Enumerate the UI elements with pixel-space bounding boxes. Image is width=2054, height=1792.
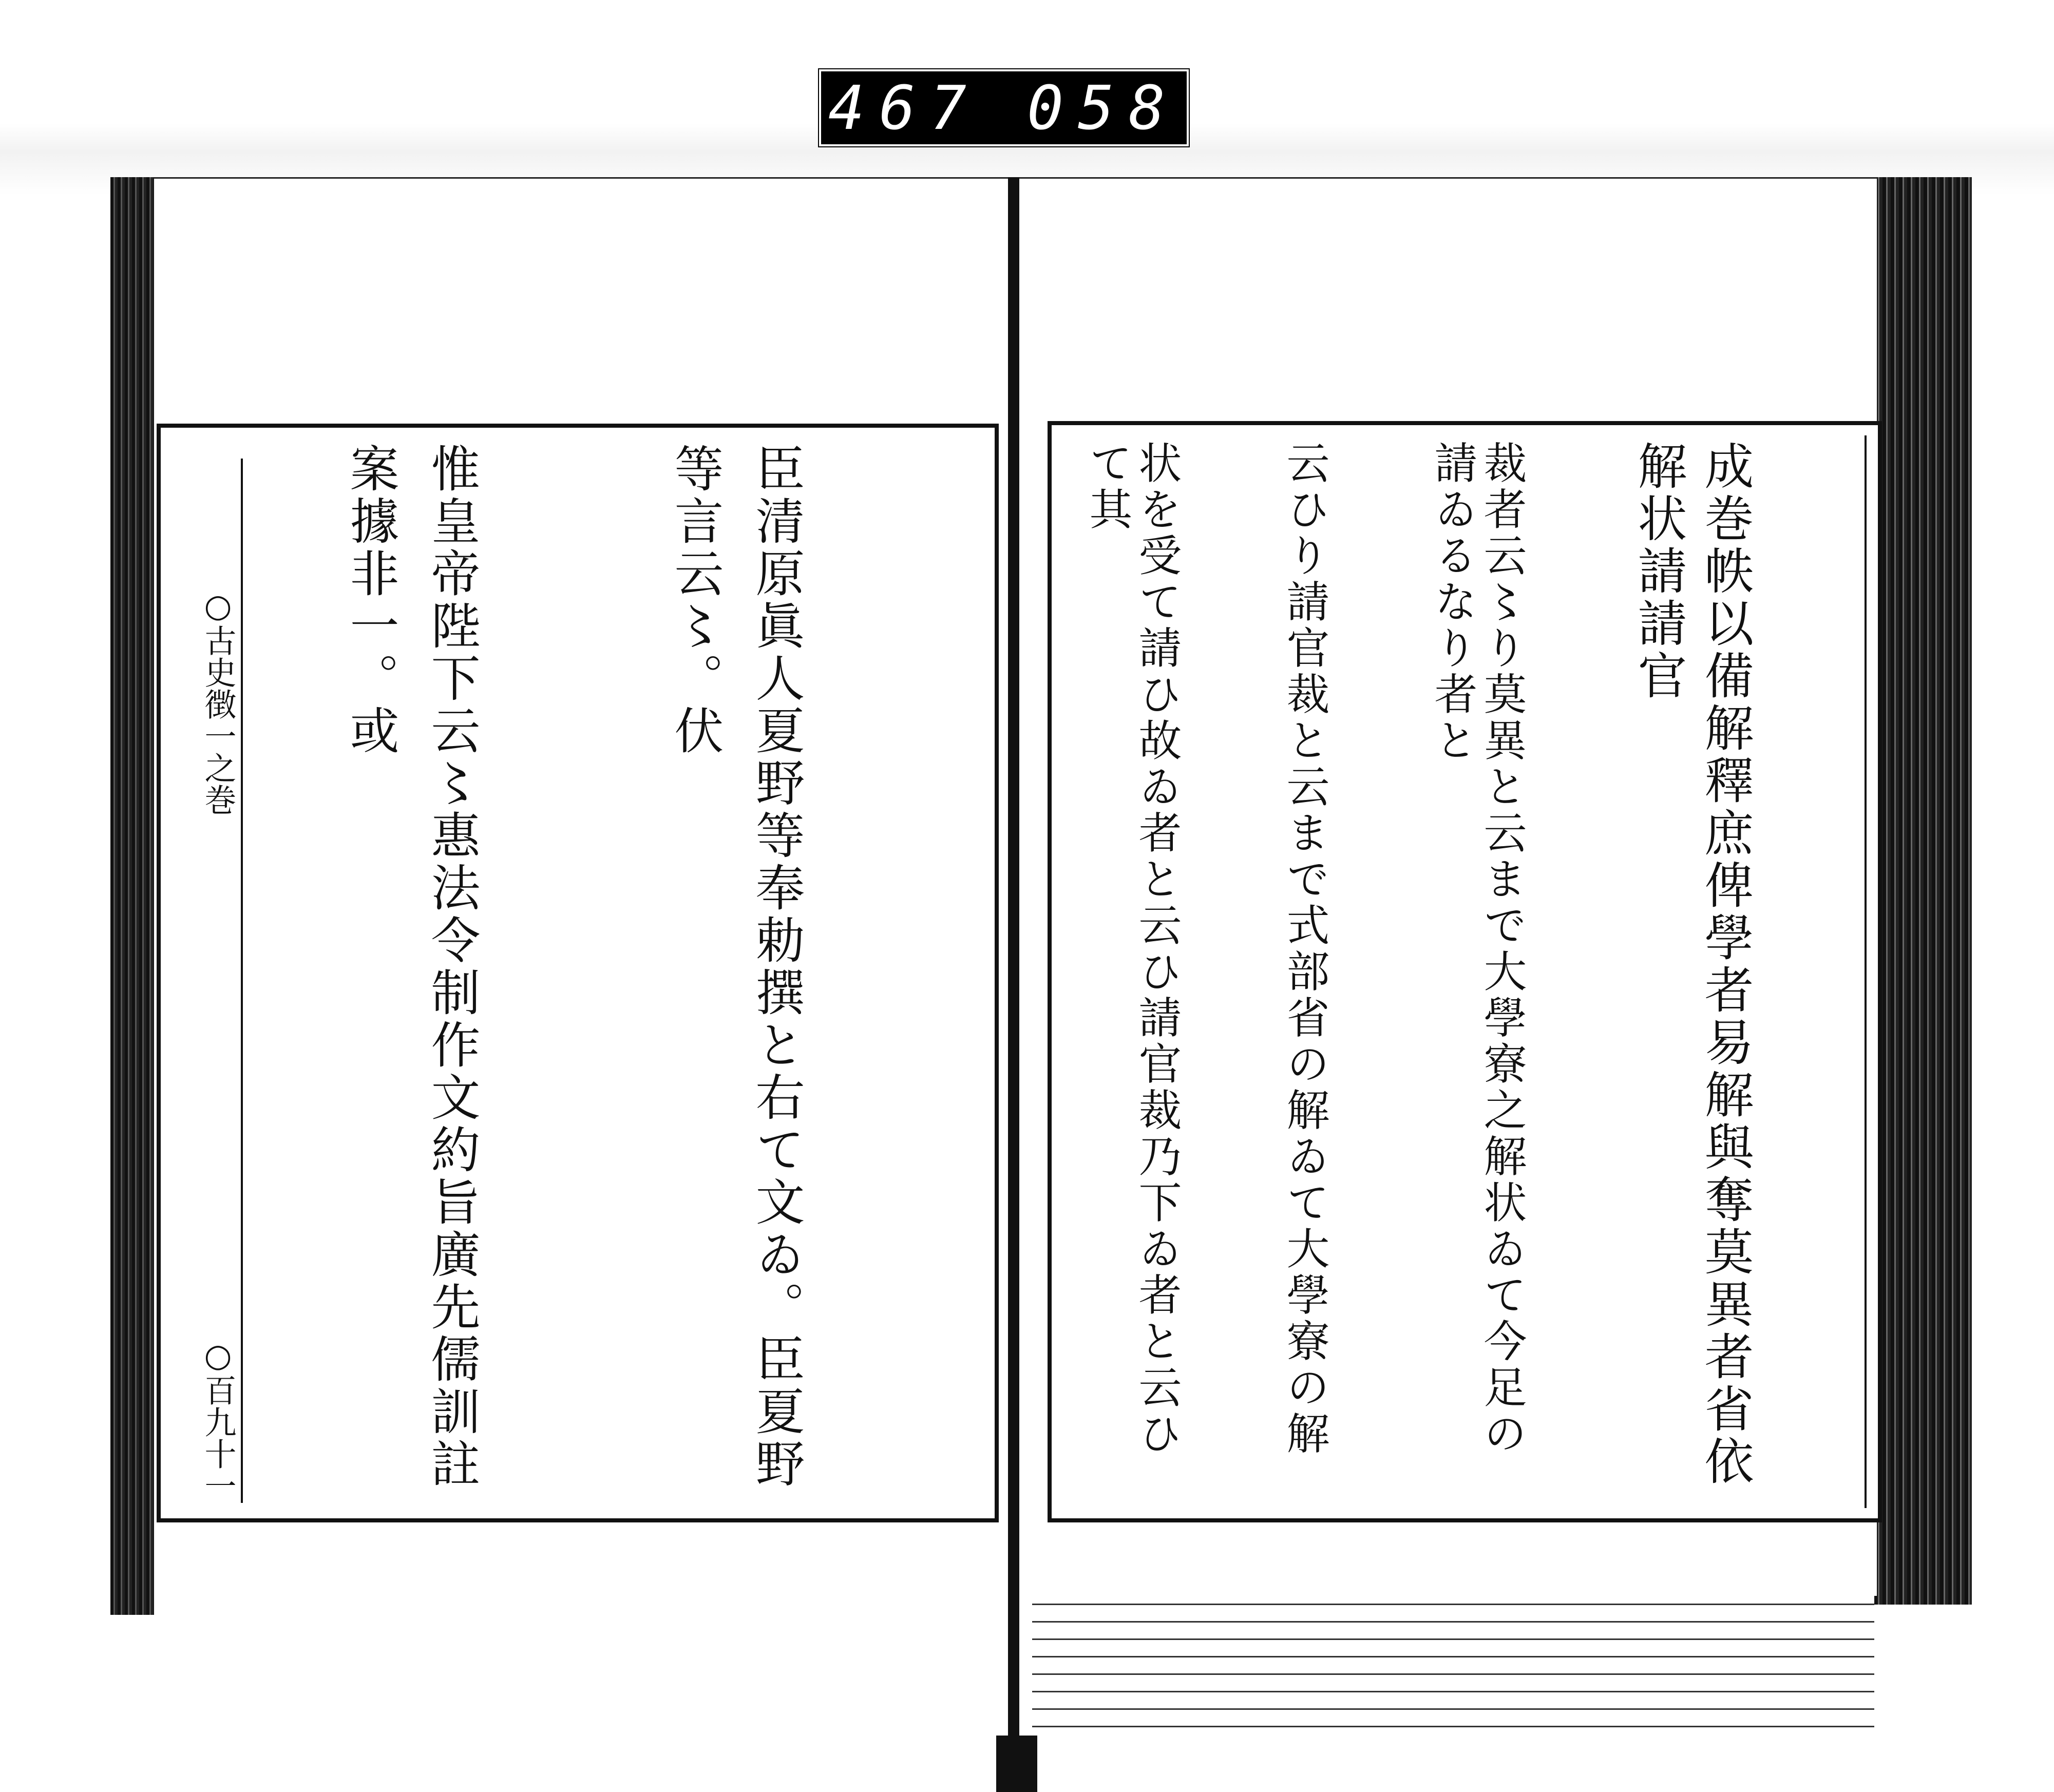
- book-fore-edge-right: [1874, 177, 1972, 1605]
- left-page-margin-strip: [171, 459, 243, 1503]
- reel-number-label: [819, 69, 1189, 146]
- text-column: 臣清原眞人夏野等奉勅撰と右て文ゐ。臣夏野等言云〻。伏: [667, 443, 805, 1491]
- text-column: 惟皇帝陛下云〻惠法令制作文約旨廣先儒訓註案據非一。或: [342, 443, 481, 1491]
- page-stack-edge: [1032, 1594, 1874, 1728]
- book-gutter-foot: [996, 1736, 1037, 1792]
- left-page-body-text: [243, 443, 979, 1503]
- page-number: ○百九十一: [199, 1337, 237, 1501]
- right-page-text-frame: [1048, 421, 1882, 1522]
- book-fore-edge-left: [110, 177, 157, 1615]
- reel-number-left: 467: [828, 72, 981, 143]
- running-title: ○古史徴一之巻: [199, 587, 237, 815]
- text-column: 状を受て請ひ故ゐ者と云ひ請官裁乃下ゐ者と云ひて其: [1082, 441, 1182, 1457]
- book-gutter: [1008, 177, 1019, 1792]
- text-column: 云ひり請官裁と云まで式部省の解ゐて大學寮の解: [1280, 441, 1330, 1457]
- right-page-body-text: [1082, 441, 1857, 1503]
- text-column: 裁者云〻り莫異と云まで大學寮之解状ゐて今足の請ゐるなり者と: [1428, 441, 1527, 1457]
- text-column: 成巻帙以備解釋庶俾學者易解與奪莫異者省依解状請請官: [1630, 441, 1754, 1488]
- reel-number-right: 058: [1027, 72, 1180, 143]
- left-page-text-frame: [157, 424, 999, 1522]
- right-page-margin-rule: [1865, 435, 1867, 1508]
